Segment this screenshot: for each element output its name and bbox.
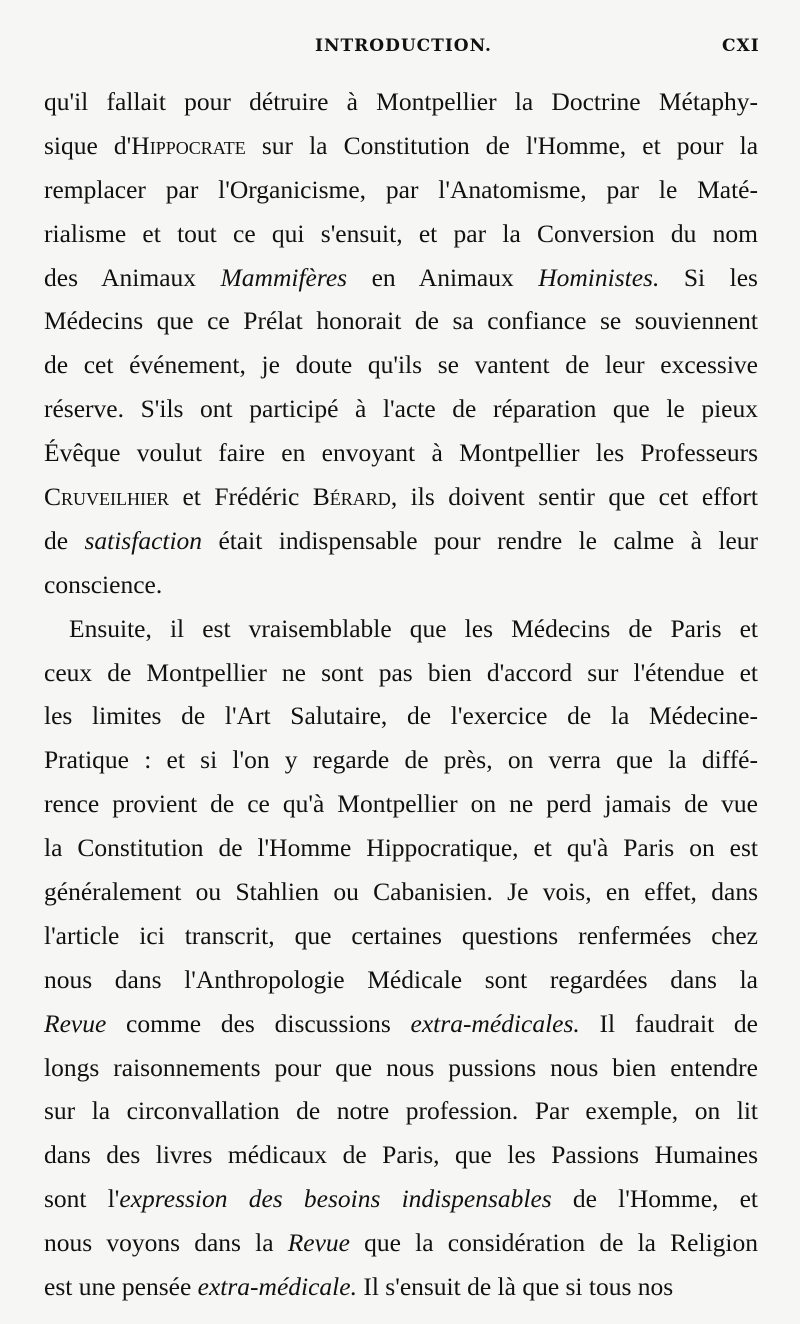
italic-text: extra-médicales.: [410, 1008, 580, 1038]
proper-name: Bérard: [312, 482, 391, 512]
text-line: [44, 1177, 758, 1221]
text-run: ceux de Montpellier ne sont pas bien d'accord sur l'étendue et: [44, 657, 758, 687]
text-run: sur la Constitution de l'Homme, et pour la: [245, 130, 759, 160]
text-run: la Constitution de l'Homme Hippocratique, et qu'à Paris on est: [44, 833, 758, 863]
text-line: [44, 738, 758, 782]
text-run: les limites de l'Art Salutaire, de l'exercice de la Médecine-: [44, 701, 758, 731]
text-line: [44, 826, 758, 870]
text-line: [44, 256, 758, 300]
text-run: rence provient de ce qu'à Montpellier on ne perd jamais de vue: [44, 789, 758, 819]
text-run: sont l': [44, 1184, 120, 1214]
text-line: [44, 475, 758, 519]
page-number: CXI: [722, 36, 760, 56]
text-run: sique d': [44, 130, 132, 160]
text-run: que la considération de la Religion: [350, 1228, 758, 1258]
text-run: nous dans l'Anthropologie Médicale sont regardées dans la: [44, 964, 758, 994]
text-run: , ils doivent sentir que cet effort: [390, 482, 758, 512]
running-header: [0, 36, 800, 60]
text-line: [44, 519, 758, 563]
body-text: [44, 80, 758, 1309]
proper-name: Hippocrate: [131, 130, 246, 160]
text-run: conscience.: [44, 569, 163, 599]
italic-text: Revue: [287, 1228, 350, 1258]
text-line: [44, 651, 758, 695]
text-line: [44, 694, 758, 738]
text-run: Ensuite, il est vraisemblable que les Médecins de Paris et: [69, 613, 758, 643]
text-run: qu'il fallait pour détruire à Montpellier la Doctrine Métaphy-: [44, 87, 758, 116]
italic-text: expression des besoins indispensables: [119, 1184, 552, 1214]
text-run: en Animaux: [347, 262, 539, 292]
text-line: [44, 431, 758, 475]
text-line: [44, 914, 758, 958]
text-run: dans des livres médicaux de Paris, que les Passions Humaines: [44, 1140, 758, 1170]
italic-text: satisfaction: [84, 525, 203, 555]
text-run: de: [44, 525, 85, 555]
text-line: [44, 124, 758, 168]
proper-name: Cruveilhier: [44, 482, 169, 512]
text-line: [44, 870, 758, 914]
text-run: des Animaux: [44, 262, 221, 292]
text-line: [44, 212, 758, 256]
text-line: [44, 782, 758, 826]
text-line: [44, 607, 758, 651]
italic-text: Mammifères: [220, 262, 348, 292]
text-run: nous voyons dans la: [44, 1228, 288, 1258]
text-run: Évêque voulut faire en envoyant à Montpellier les Professeurs: [44, 438, 758, 468]
text-line: [44, 1002, 758, 1046]
text-run: Médecins que ce Prélat honorait de sa confiance se souviennent: [44, 306, 758, 336]
text-line: [44, 343, 758, 387]
text-run: rialisme et tout ce qui s'ensuit, et par la Conversion du nom: [44, 218, 758, 248]
italic-text: Hoministes.: [538, 262, 660, 292]
text-run: remplacer par l'Organicisme, par l'Anatomisme, par le Maté-: [44, 174, 758, 204]
text-line: [44, 168, 758, 212]
italic-text: extra-médicale.: [197, 1272, 357, 1302]
text-line: [44, 80, 758, 124]
text-line: [44, 958, 758, 1002]
text-run: Il s'ensuit de là que si tous nos: [356, 1272, 674, 1302]
italic-text: Revue: [44, 1008, 107, 1038]
text-line: [44, 1046, 758, 1090]
text-line: [44, 1133, 758, 1177]
text-run: de l'Homme, et: [551, 1184, 758, 1214]
text-run: Pratique : et si l'on y regarde de près, on verra que la diffé-: [44, 745, 758, 775]
text-run: longs raisonnements pour que nous pussions nous bien entendre: [44, 1052, 758, 1082]
text-line: [44, 1265, 758, 1309]
text-run: était indispensable pour rendre le calme à leur: [202, 525, 758, 555]
text-run: Il faudrait de: [579, 1008, 758, 1038]
text-run: réserve. S'ils ont participé à l'acte de réparation que le pieux: [44, 394, 758, 424]
text-run: comme des discussions: [106, 1008, 411, 1038]
text-line: [44, 563, 758, 607]
text-run: et Frédéric: [169, 482, 313, 512]
text-run: est une pensée: [44, 1272, 198, 1302]
text-run: généralement ou Stahlien ou Cabanisien. Je vois, en effet, dans: [44, 877, 758, 907]
text-run: de cet événement, je doute qu'ils se vantent de leur excessive: [44, 350, 758, 380]
text-line: [44, 299, 758, 343]
text-line: [44, 1089, 758, 1133]
running-title: INTRODUCTION.: [315, 36, 492, 56]
text-run: l'article ici transcrit, que certaines questions renfermées chez: [44, 920, 758, 950]
text-line: [44, 1221, 758, 1265]
text-run: Si les: [659, 262, 758, 292]
text-line: [44, 387, 758, 431]
text-run: sur la circonvallation de notre profession. Par exemple, on lit: [44, 1096, 758, 1126]
